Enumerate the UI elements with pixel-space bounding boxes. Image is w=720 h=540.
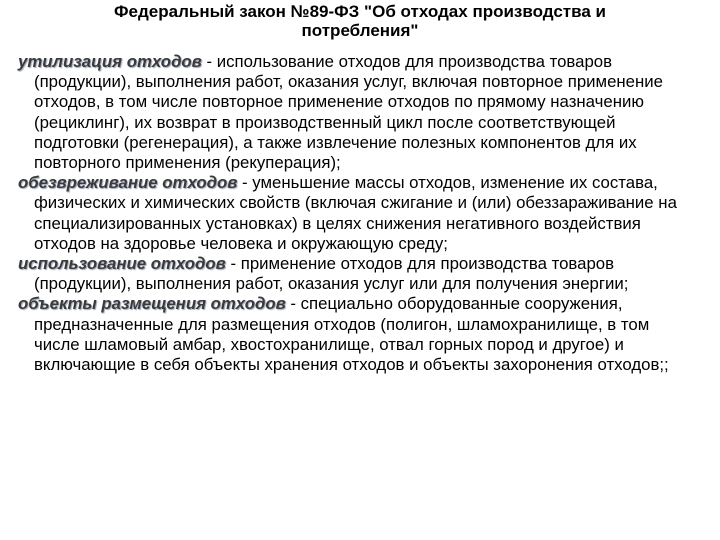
definition-neutralization xyxy=(18,173,686,254)
term-disposal-facilities: объекты размещения отходов xyxy=(18,294,286,314)
definition-usage-text: - применение отходов для производства товаров (продукции), выполнения работ, оказания услуг или для получения энергии; xyxy=(34,254,629,294)
term-recycling: утилизация отходов xyxy=(18,52,202,71)
title-line-2: потребления" xyxy=(301,21,419,40)
definition-disposal-facilities-text: - специально оборудованные сооружения, предназначенные для размещения отходов (полигон, шламохранилище, в том числе шламовый амбар, хвостохранилище, отвал горных пород и другое) и включающие в себя объекты хранения отходов и объекты захоронения отходов;; xyxy=(34,294,669,375)
term-usage: использование отходов xyxy=(18,254,226,274)
definition-usage xyxy=(18,254,686,294)
term-neutralization: обезвреживание отходов xyxy=(18,173,238,193)
definition-neutralization-text: - уменьшение массы отходов, изменение их состава, физических и химических свойств (включая сжигание и (или) обеззараживание на специализированных установках) в целях снижения негативного воздействия отходов на здоровье человека и окружающую среду; xyxy=(34,173,677,253)
definition-disposal-facilities xyxy=(18,294,686,375)
page-title xyxy=(40,2,680,40)
definitions-list xyxy=(18,52,686,375)
definition-recycling-text: - использование отходов для производства товаров (продукции), выполнения работ, оказания услуг, включая повторное применение отходов, в том числе повторное применение отходов по прямому назначению (рециклинг), их возврат в производственный цикл после соответствующей подготовки (регенерация), а также извлечение полезных компонентов для их повторного применения (рекуперация); xyxy=(34,52,663,173)
title-line-1: Федеральный закон №89-ФЗ "Об отходах производства и xyxy=(114,2,606,21)
definition-recycling xyxy=(18,52,686,173)
